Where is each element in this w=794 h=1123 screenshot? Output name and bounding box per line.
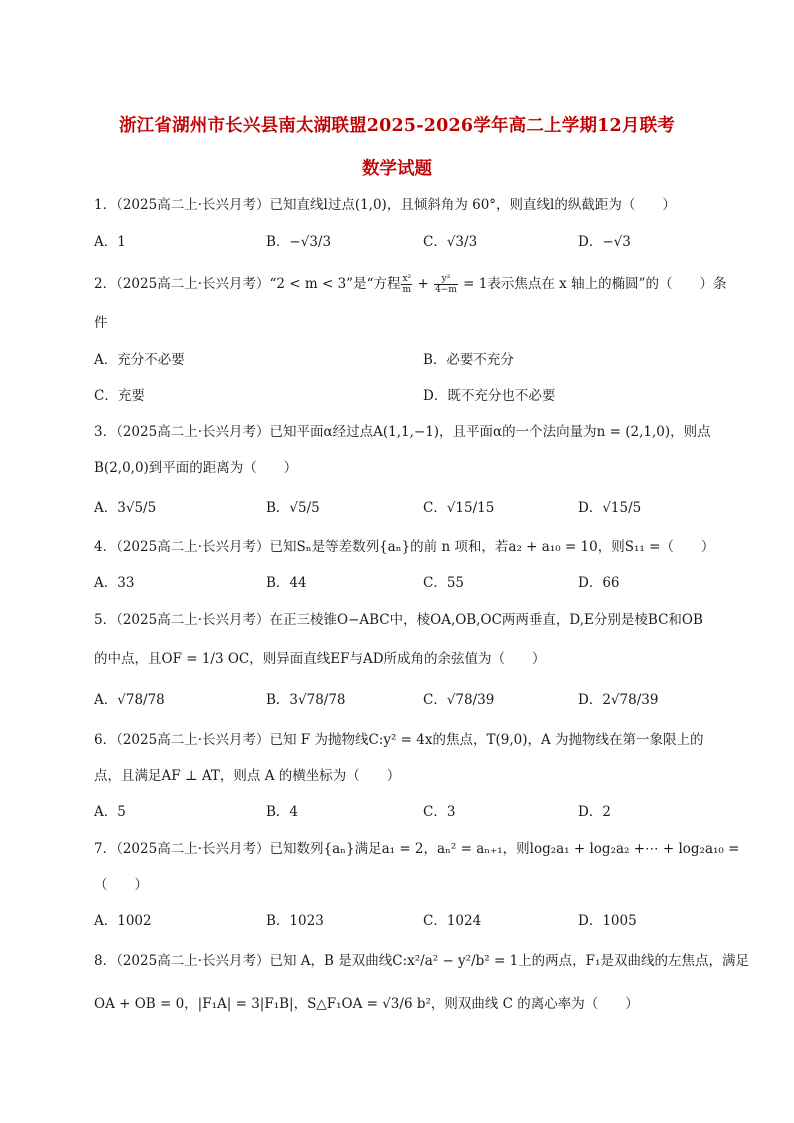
question-1-option-c[interactable]: C．√3/3 (423, 234, 478, 250)
question-2-option-b[interactable]: B．必要不充分 (423, 352, 514, 368)
question-4-option-d[interactable]: D．66 (578, 575, 620, 591)
question-8-stem-line2: OA + OB = 0，|F₁A| = 3|F₁B|，S△F₁OA = √3/6 b²，则双曲线 C 的离心率为（ ） (94, 996, 639, 1012)
question-7-stem-line2: （ ） (94, 877, 148, 893)
question-1-option-a[interactable]: A．1 (94, 234, 126, 250)
question-6-option-b[interactable]: B．4 (266, 804, 299, 820)
question-2-option-c[interactable]: C．充要 (94, 388, 145, 404)
question-3-stem-line2: B(2,0,0)到平面的距离为（ ） (94, 460, 298, 476)
fraction-y2-over-4-m: $\frac{\text{y²}}{4-m}$ (435, 274, 457, 295)
question-6-stem: 6．（2025高二上·长兴月考）已知 F 为抛物线C:y² = 4x的焦点，T(9,0)，A 为抛物线在第一象限上的 (94, 732, 704, 748)
question-2-stem-line2: 件 (94, 315, 108, 331)
question-6-option-a[interactable]: A．5 (94, 804, 126, 820)
question-4-option-a[interactable]: A．33 (94, 575, 135, 591)
question-8-stem: 8．（2025高二上·长兴月考）已知 A，B 是双曲线C:x²/a² − y²/b² = 1上的两点，F₁是双曲线的左焦点，满足 (94, 953, 749, 969)
question-1-stem: 1．（2025高二上·长兴月考）已知直线l过点(1,0)，且倾斜角为 60°，则直线l的纵截距为（ ） (94, 197, 676, 213)
question-4-stem: 4．（2025高二上·长兴月考）已知Sₙ是等差数列{aₙ}的前 n 项和，若a₂ + a₁₀ = 10，则S₁₁ =（ ） (94, 539, 715, 555)
question-4-option-c[interactable]: C．55 (423, 575, 465, 591)
question-4-option-b[interactable]: B．44 (266, 575, 307, 591)
question-3-option-d[interactable]: D．√15/5 (578, 500, 642, 516)
question-2-option-d[interactable]: D．既不充分也不必要 (423, 388, 556, 404)
question-5-option-b[interactable]: B．3√78/78 (266, 692, 346, 708)
question-5-option-d[interactable]: D．2√78/39 (578, 692, 659, 708)
question-3-option-a[interactable]: A．3√5/5 (94, 500, 157, 516)
question-2-option-a[interactable]: A．充分不必要 (94, 352, 185, 368)
question-7-option-b[interactable]: B．1023 (266, 913, 324, 929)
question-1-option-b[interactable]: B．−√3/3 (266, 234, 332, 250)
question-3-option-c[interactable]: C．√15/15 (423, 500, 495, 516)
question-7-option-d[interactable]: D．1005 (578, 913, 637, 929)
exam-title: 浙江省湖州市长兴县南太湖联盟2025-2026学年高二上学期12月联考 (118, 116, 676, 136)
question-5-stem: 5．（2025高二上·长兴月考）在正三棱锥O−ABC中，棱OA,OB,OC两两垂直，D,E分别是棱BC和OB (94, 612, 703, 628)
question-5-option-a[interactable]: A．√78/78 (94, 692, 165, 708)
question-7-option-c[interactable]: C．1024 (423, 913, 482, 929)
question-5-option-c[interactable]: C．√78/39 (423, 692, 495, 708)
fraction-x2-over-m: $\frac{\text{x²}}{m}$ (402, 274, 412, 295)
question-5-stem-line2: 的中点，且OF = 1/3 OC，则异面直线EF与AD所成角的余弦值为（ ） (94, 651, 546, 667)
question-3-stem: 3．（2025高二上·长兴月考）已知平面α经过点A(1,1,−1)，且平面α的一个法向量为n = (2,1,0)，则点 (94, 424, 711, 440)
question-7-option-a[interactable]: A．1002 (94, 913, 152, 929)
question-7-stem: 7．（2025高二上·长兴月考）已知数列{aₙ}满足a₁ = 2，aₙ² = aₙ₊₁，则log₂a₁ + log₂a₂ +⋯ + log₂a₁₀ = (94, 841, 740, 857)
question-3-option-b[interactable]: B．√5/5 (266, 500, 320, 516)
question-2-stem: 2．（2025高二上·长兴月考）“2 < m < 3”是“方程 $\frac{\text{x²}}{m}$ + $\frac{\text{y²}}{4-m}$ = 1表示焦点在 x 轴上的椭圆”的（ ）条 (94, 274, 727, 295)
exam-subtitle: 数学试题 (362, 159, 432, 179)
question-6-option-c[interactable]: C．3 (423, 804, 456, 820)
question-6-option-d[interactable]: D．2 (578, 804, 611, 820)
question-1-option-d[interactable]: D．−√3 (578, 234, 631, 250)
question-6-stem-line2: 点，且满足AF ⊥ AT，则点 A 的横坐标为（ ） (94, 768, 401, 784)
